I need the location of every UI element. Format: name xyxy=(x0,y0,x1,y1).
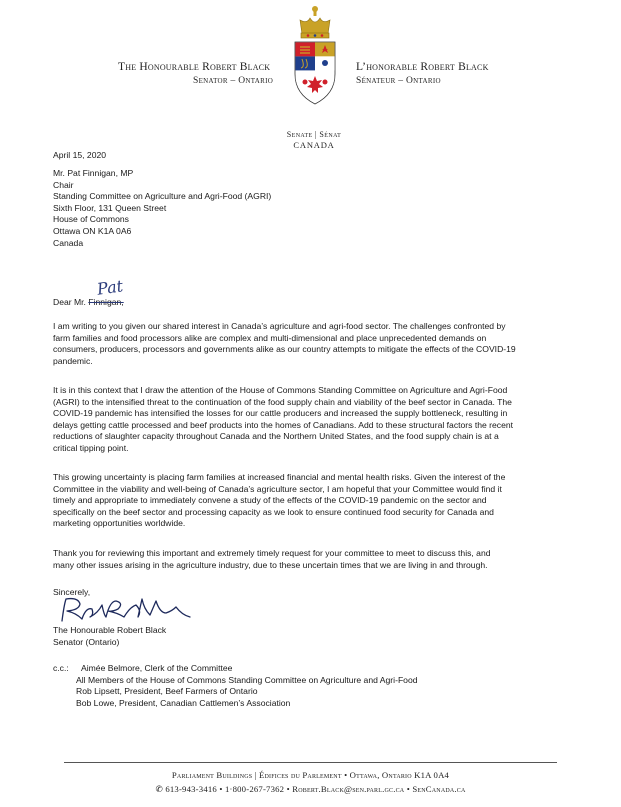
footer-divider xyxy=(64,762,557,763)
paragraph-line: consumers, producers, processors and governments alike as our country attempts to mitigate the effects of the COVID-19 xyxy=(53,344,516,355)
paragraph-line: farm families and food processors alike are complex and multi-dimensional and place unprecedented demands on xyxy=(53,332,487,343)
letter-date: April 15, 2020 xyxy=(53,150,107,160)
address-line: Standing Committee on Agriculture and Agri-Food (AGRI) xyxy=(53,191,272,202)
paragraph-1 xyxy=(53,321,516,367)
paragraph-line: (AGRI) to the intensified threat to the continuation of the food supply chain and viability of the beef sector in Canada. The xyxy=(53,396,512,407)
header-name-en: The Honourable Robert Black xyxy=(118,61,271,73)
cc-item: All Members of the House of Commons Standing Committee on Agriculture and Agri-Food xyxy=(76,674,418,685)
paragraph-line: timely and appropriate to immediately convene a study of the effects of the COVID-19 pandemic on the sector and xyxy=(53,495,487,506)
paragraph-line: delays getting cattle processed and beef products into the homes of Canadians. Add to these structural factors the recent xyxy=(53,419,514,430)
paragraph-line: pandemic. xyxy=(53,355,93,366)
footer-contact xyxy=(64,784,557,795)
salutation-struck-name: Finnigan, xyxy=(88,297,124,307)
canada-label: CANADA xyxy=(293,140,335,150)
paragraph-line: This growing uncertainty is placing farm families at increased financial and mental health risks. Given the interest of the xyxy=(53,472,506,482)
paragraph-line: Thank you for reviewing this important and extremely timely request for your committee to meet to discuss this, and xyxy=(53,548,491,558)
footer-address: Parliament Buildings | Édifices du Parlement • Ottawa, Ontario K1A 0A4 xyxy=(171,770,450,780)
address-line: Chair xyxy=(53,179,74,190)
handwritten-first-name: Pat xyxy=(95,276,125,299)
footer-phone: 613-943-3416 xyxy=(165,784,217,794)
paragraph-line: COVID-19 pandemic has intensified the losses for our cattle producers and increased the supply bottleneck, resulting in xyxy=(53,408,508,419)
cc-label: c.c.: xyxy=(53,663,69,673)
paragraph-line: marketing opportunities worldwide. xyxy=(53,518,186,529)
signer-name: The Honourable Robert Black xyxy=(53,625,167,635)
paragraph-line: Committee in the viability and well-being of Canada’s agriculture sector, I am hopeful that your Committee would find it xyxy=(53,483,502,494)
cc-list xyxy=(76,663,418,709)
paragraph-line: many other issues arising in the agriculture industry, due to these uncertain times that we are living in and through. xyxy=(53,559,488,570)
paragraph-2 xyxy=(53,385,513,455)
address-line: Canada xyxy=(53,237,84,248)
separator-dot: • xyxy=(406,784,410,794)
senate-crest-icon xyxy=(288,4,342,126)
crown-icon xyxy=(300,6,330,38)
separator-dot: • xyxy=(219,784,223,794)
shield-icon xyxy=(295,42,335,104)
salutation-prefix: Dear Mr. xyxy=(53,297,89,307)
salutation xyxy=(53,297,124,309)
address-line: Sixth Floor, 131 Queen Street xyxy=(53,202,167,213)
address-line: Mr. Pat Finnigan, MP xyxy=(53,168,134,178)
paragraph-line: It is in this context that I draw the attention of the House of Commons Standing Committee on Agriculture and Agri-Food xyxy=(53,385,508,395)
header-name-fr: L’honorable Robert Black xyxy=(356,61,489,73)
signature-block xyxy=(53,625,166,648)
header-title-fr: Sénateur – Ontario xyxy=(356,76,441,86)
separator-dot: • xyxy=(286,784,290,794)
address-line: House of Commons xyxy=(53,214,129,225)
header-title-en: Senator – Ontario xyxy=(193,76,274,86)
cc-item: Bob Lowe, President, Canadian Cattlemen’s Association xyxy=(76,697,291,708)
paragraph-line: I am writing to you given our shared interest in Canada’s agriculture and agri-food sector. The challenges confronted by xyxy=(53,321,506,331)
paragraph-line: critical tipping point. xyxy=(53,442,129,453)
closing: Sincerely, xyxy=(53,587,91,597)
senate-label: Senate | Sénat xyxy=(286,130,342,139)
address-line: Ottawa ON K1A 0A6 xyxy=(53,225,132,236)
paragraph-line: reductions of slaughter capacity throughout Canada and the Northern United States, and the food supply chain is at a xyxy=(53,431,499,442)
signature-icon xyxy=(58,595,198,627)
cc-item: Aimée Belmore, Clerk of the Committee xyxy=(81,663,233,673)
paragraph-line: specifically on the beef sector and processing capacity as we look to ensure continued food security for Canada and xyxy=(53,506,494,517)
footer-fax: 1·800-267-7362 xyxy=(224,784,285,794)
paragraph-3 xyxy=(53,472,505,530)
recipient-address xyxy=(53,168,271,249)
signer-title: Senator (Ontario) xyxy=(53,636,120,647)
phone-icon: ✆ xyxy=(155,785,163,795)
paragraph-4 xyxy=(53,548,491,571)
footer-website[interactable]: SenCanada.ca xyxy=(412,784,466,794)
footer-email[interactable]: Robert.Black@sen.parl.gc.ca xyxy=(292,784,405,794)
cc-item: Rob Lipsett, President, Beef Farmers of Ontario xyxy=(76,686,258,697)
